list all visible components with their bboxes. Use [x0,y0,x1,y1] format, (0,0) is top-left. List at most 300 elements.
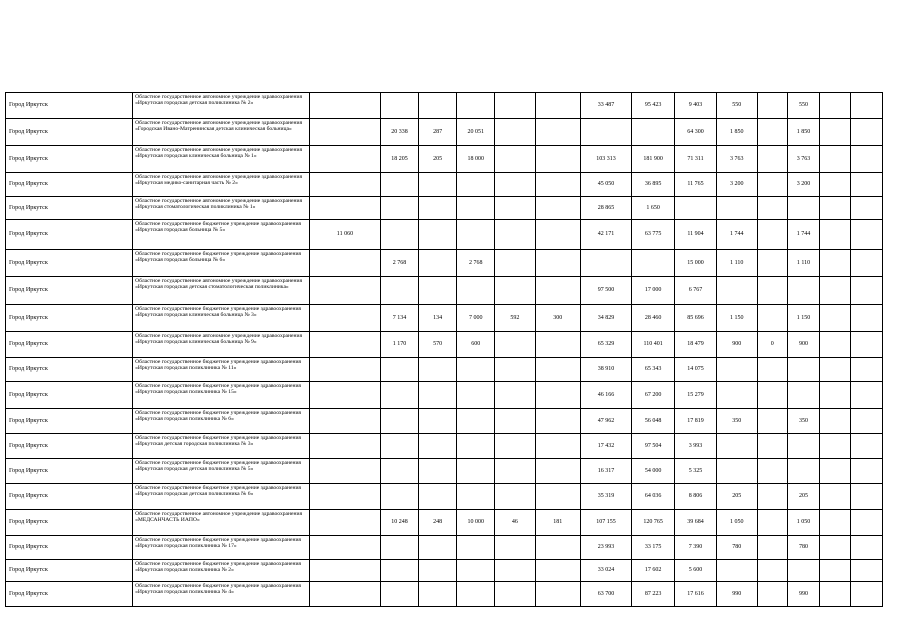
value-cell [675,197,716,220]
value-cell [457,93,495,119]
value-cell [820,560,851,582]
value-cell [581,250,632,277]
value-cell [419,93,457,119]
value-cell [820,277,851,305]
table-row [6,409,883,434]
city-cell: Город Иркутск [6,536,133,560]
value-cell: 18 205 [380,146,418,173]
value-cell [380,484,418,510]
value-cell [380,409,418,434]
value-cell: 350 [787,409,820,434]
value-cell [716,382,757,409]
value-cell [380,358,418,382]
value-cell: 248 [419,510,457,536]
value-cell [380,459,418,484]
organization-cell: Областное государственное бюджетное учреждение здравоохранения «Иркутская городская больница № 6» [133,250,310,277]
value-cell: 9 403 [675,93,716,119]
value-cell [535,459,581,484]
value-cell: 65 329 [581,332,632,358]
value-cell [309,382,380,409]
value-cell: 97 500 [581,277,632,305]
value-cell [309,459,380,484]
value-cell [787,277,820,305]
value-cell [716,459,757,484]
value-cell: 5 325 [675,459,716,484]
value-cell: 1 650 [631,197,674,220]
value-cell [419,582,457,607]
table-row [6,93,883,119]
value-cell: 63 700 [581,582,632,607]
value-cell: 570 [419,332,457,358]
value-cell: 1 150 [787,305,820,332]
value-cell: 20 051 [457,119,495,146]
table-row [6,582,883,607]
value-cell [457,382,495,409]
value-cell: 17 432 [581,434,632,459]
value-cell: 64 036 [631,484,674,510]
value-cell [419,382,457,409]
value-cell [851,93,883,119]
value-cell [716,197,757,220]
value-cell: 87 223 [631,582,674,607]
value-cell: 28 460 [631,305,674,332]
value-cell [457,358,495,382]
value-cell [851,305,883,332]
value-cell [495,536,535,560]
value-cell [851,434,883,459]
value-cell: 1 050 [716,510,757,536]
value-cell: 11 765 [675,173,716,197]
value-cell: 16 317 [581,459,632,484]
organization-cell: Областное государственное автономное учреждение здравоохранения «Иркутская медико-санитарная часть № 2» [133,173,310,197]
value-cell [495,358,535,382]
value-cell [495,409,535,434]
table-row [6,536,883,560]
value-cell [535,560,581,582]
value-cell [309,250,380,277]
value-cell: 205 [787,484,820,510]
organization-cell: Областное государственное бюджетное учреждение здравоохранения «Иркутская городская детская поликлиника № 5» [133,459,310,484]
value-cell: 7 390 [675,536,716,560]
value-cell [851,220,883,250]
organization-cell: Областное государственное автономное учреждение здравоохранения «Городская Ивано-Матренинская детская клиническая больница» [133,119,310,146]
value-cell [380,277,418,305]
value-cell [820,536,851,560]
value-cell [380,582,418,607]
value-cell: 205 [716,484,757,510]
value-cell [495,197,535,220]
value-cell [820,434,851,459]
value-cell [457,277,495,305]
value-cell: 1 050 [787,510,820,536]
value-cell [757,382,787,409]
table-row [6,510,883,536]
value-cell: 0 [757,332,787,358]
value-cell: 990 [716,582,757,607]
value-cell: 10 000 [457,510,495,536]
value-cell [787,197,820,220]
value-cell [380,173,418,197]
value-cell: 95 423 [631,93,674,119]
value-cell [380,560,418,582]
value-cell: 97 504 [631,434,674,459]
organization-cell: Областное государственное автономное учреждение здравоохранения «Иркутская городская клиническая больница № 9» [133,332,310,358]
value-cell [457,459,495,484]
city-cell: Город Иркутск [6,382,133,409]
value-cell [535,277,581,305]
value-cell [309,197,380,220]
organization-cell: Областное государственное автономное учреждение здравоохранения «Иркутская городская клиническая больница № 1» [133,146,310,173]
value-cell: 6 767 [675,277,716,305]
value-cell [419,434,457,459]
value-cell [820,358,851,382]
value-cell [851,459,883,484]
value-cell [309,409,380,434]
value-cell: 47 962 [581,409,632,434]
value-cell: 3 200 [716,173,757,197]
value-cell [787,382,820,409]
value-cell: 20 338 [380,119,418,146]
value-cell: 181 [535,510,581,536]
value-cell: 103 313 [581,146,632,173]
value-cell [535,197,581,220]
value-cell: 120 765 [631,510,674,536]
organization-cell: Областное государственное бюджетное учреждение здравоохранения «Иркутская городская поликлиника № 6» [133,409,310,434]
organization-cell: Областное государственное бюджетное учреждение здравоохранения «Иркутская городская клиническая больница № 3» [133,305,310,332]
value-cell [851,536,883,560]
value-cell: 23 993 [581,536,632,560]
city-cell: Город Иркутск [6,220,133,250]
table-row [6,382,883,409]
value-cell [309,146,380,173]
value-cell [757,582,787,607]
city-cell: Город Иркутск [6,332,133,358]
value-cell [757,146,787,173]
value-cell [495,173,535,197]
value-cell [457,582,495,607]
value-cell: 15 000 [675,250,716,277]
value-cell [495,277,535,305]
value-cell: 300 [535,305,581,332]
value-cell: 780 [787,536,820,560]
value-cell [309,277,380,305]
city-cell: Город Иркутск [6,560,133,582]
organization-cell: Областное государственное бюджетное учреждение здравоохранения «Иркутская городская поликлиника № 2» [133,560,310,582]
value-cell [495,434,535,459]
value-cell: 1 150 [716,305,757,332]
table-row [6,277,883,305]
value-cell [495,459,535,484]
value-cell [535,434,581,459]
city-cell: Город Иркутск [6,93,133,119]
value-cell [820,382,851,409]
value-cell: 42 171 [581,220,632,250]
organization-cell: Областное государственное бюджетное учреждение здравоохранения «Иркутская городская детская поликлиника № 6» [133,484,310,510]
value-cell: 1 744 [716,220,757,250]
value-cell [757,560,787,582]
value-cell: 28 865 [581,197,632,220]
value-cell [757,277,787,305]
value-cell [820,484,851,510]
value-cell [419,220,457,250]
value-cell [820,146,851,173]
value-cell [757,93,787,119]
value-cell [535,358,581,382]
city-cell: Город Иркутск [6,173,133,197]
table-row [6,305,883,332]
value-cell [495,382,535,409]
value-cell [851,382,883,409]
value-cell: 65 343 [631,358,674,382]
city-cell: Город Иркутск [6,409,133,434]
value-cell [419,277,457,305]
value-cell [757,220,787,250]
value-cell: 550 [716,93,757,119]
value-cell [787,560,820,582]
city-cell: Город Иркутск [6,459,133,484]
value-cell [851,358,883,382]
value-cell: 550 [787,93,820,119]
value-cell [535,119,581,146]
city-cell: Город Иркутск [6,484,133,510]
value-cell [380,536,418,560]
value-cell [631,119,674,146]
value-cell: 780 [716,536,757,560]
organization-cell: Областное государственное бюджетное учреждение здравоохранения «Иркутская городская поликлиника № 17» [133,536,310,560]
value-cell: 592 [495,305,535,332]
city-cell: Город Иркутск [6,305,133,332]
value-cell: 33 175 [631,536,674,560]
value-cell: 85 696 [675,305,716,332]
organization-cell: Областное государственное автономное учреждение здравоохранения «Иркутская стоматологическая поликлиника № 1» [133,197,310,220]
value-cell [495,146,535,173]
value-cell [757,250,787,277]
value-cell [309,305,380,332]
value-cell: 15 279 [675,382,716,409]
value-cell [787,459,820,484]
value-cell [820,173,851,197]
value-cell: 990 [787,582,820,607]
value-cell: 46 166 [581,382,632,409]
table-row [6,434,883,459]
value-cell [457,536,495,560]
value-cell: 35 319 [581,484,632,510]
value-cell: 107 155 [581,510,632,536]
value-cell: 17 616 [675,582,716,607]
value-cell: 54 000 [631,459,674,484]
value-cell: 17 000 [631,277,674,305]
value-cell [457,434,495,459]
value-cell: 1 170 [380,332,418,358]
value-cell [757,197,787,220]
table-row [6,358,883,382]
table-row [6,220,883,250]
table-row [6,146,883,173]
organization-cell: Областное государственное бюджетное учреждение здравоохранения «Иркутская городская поликлиника № 15» [133,382,310,409]
value-cell [457,173,495,197]
value-cell [820,582,851,607]
value-cell [716,434,757,459]
value-cell: 2 768 [457,250,495,277]
city-cell: Город Иркутск [6,146,133,173]
value-cell [495,220,535,250]
value-cell [380,220,418,250]
value-cell [851,146,883,173]
value-cell [851,250,883,277]
value-cell [631,250,674,277]
value-cell [419,484,457,510]
value-cell: 14 075 [675,358,716,382]
organization-cell: Областное государственное автономное учреждение здравоохранения «Иркутская городская детская поликлиника № 2» [133,93,310,119]
value-cell [535,93,581,119]
value-cell [757,119,787,146]
value-cell [495,484,535,510]
organization-cell: Областное государственное автономное учреждение здравоохранения «МЕДСАНЧАСТЬ ИАПО» [133,510,310,536]
value-cell [419,250,457,277]
value-cell [495,250,535,277]
city-cell: Город Иркутск [6,358,133,382]
value-cell: 1 744 [787,220,820,250]
table-row [6,484,883,510]
value-cell [851,173,883,197]
value-cell: 5 600 [675,560,716,582]
hospital-data-table [5,92,883,607]
value-cell: 3 763 [787,146,820,173]
value-cell [716,560,757,582]
value-cell [380,93,418,119]
value-cell [757,536,787,560]
value-cell: 11 060 [309,220,380,250]
value-cell [495,93,535,119]
value-cell [535,582,581,607]
value-cell: 10 248 [380,510,418,536]
value-cell [457,220,495,250]
table-row [6,560,883,582]
value-cell [309,582,380,607]
value-cell [820,119,851,146]
value-cell: 287 [419,119,457,146]
table-body [6,93,883,607]
city-cell: Город Иркутск [6,197,133,220]
value-cell [380,197,418,220]
value-cell [309,510,380,536]
table-row [6,250,883,277]
value-cell [535,382,581,409]
table-row [6,459,883,484]
value-cell [851,277,883,305]
value-cell: 39 684 [675,510,716,536]
organization-cell: Областное государственное бюджетное учреждение здравоохранения «Иркутская городская поликлиника № 4» [133,582,310,607]
value-cell [820,250,851,277]
value-cell [309,560,380,582]
value-cell: 7 000 [457,305,495,332]
value-cell: 63 775 [631,220,674,250]
value-cell [419,409,457,434]
organization-cell: Областное государственное бюджетное учреждение здравоохранения «Иркутская городская больница № 5» [133,220,310,250]
city-cell: Город Иркутск [6,277,133,305]
value-cell [757,409,787,434]
value-cell [851,510,883,536]
value-cell: 18 000 [457,146,495,173]
value-cell [419,173,457,197]
value-cell: 64 300 [675,119,716,146]
value-cell: 350 [716,409,757,434]
value-cell [820,409,851,434]
value-cell [851,119,883,146]
value-cell [820,220,851,250]
value-cell: 36 895 [631,173,674,197]
value-cell [757,173,787,197]
value-cell [757,510,787,536]
value-cell [309,434,380,459]
city-cell: Город Иркутск [6,510,133,536]
value-cell [419,459,457,484]
value-cell [535,173,581,197]
value-cell [757,358,787,382]
value-cell: 2 768 [380,250,418,277]
value-cell: 3 200 [787,173,820,197]
value-cell [820,332,851,358]
value-cell: 134 [419,305,457,332]
value-cell: 600 [457,332,495,358]
value-cell [309,93,380,119]
value-cell [716,358,757,382]
organization-cell: Областное государственное бюджетное учреждение здравоохранения «Иркутская детская городская поликлиника № 3» [133,434,310,459]
value-cell [495,560,535,582]
value-cell [309,173,380,197]
table-row [6,173,883,197]
value-cell [820,93,851,119]
value-cell: 110 401 [631,332,674,358]
value-cell [851,484,883,510]
value-cell: 17 602 [631,560,674,582]
value-cell [495,119,535,146]
value-cell [457,409,495,434]
value-cell: 71 311 [675,146,716,173]
value-cell: 18 479 [675,332,716,358]
value-cell: 1 850 [716,119,757,146]
value-cell: 205 [419,146,457,173]
value-cell: 17 819 [675,409,716,434]
value-cell [716,277,757,305]
value-cell [457,197,495,220]
value-cell [851,409,883,434]
value-cell [851,582,883,607]
value-cell: 11 904 [675,220,716,250]
table-row [6,332,883,358]
value-cell [757,305,787,332]
organization-cell: Областное государственное бюджетное учреждение здравоохранения «Иркутская городская поликлиника № 11» [133,358,310,382]
value-cell [309,484,380,510]
value-cell: 1 850 [787,119,820,146]
value-cell: 900 [716,332,757,358]
value-cell [535,484,581,510]
value-cell [419,358,457,382]
value-cell [309,358,380,382]
value-cell: 56 048 [631,409,674,434]
value-cell: 33 487 [581,93,632,119]
value-cell [851,332,883,358]
value-cell [820,459,851,484]
value-cell: 38 910 [581,358,632,382]
value-cell: 46 [495,510,535,536]
value-cell [380,434,418,459]
value-cell: 1 110 [787,250,820,277]
value-cell [757,484,787,510]
value-cell [309,332,380,358]
value-cell: 900 [787,332,820,358]
value-cell: 34 829 [581,305,632,332]
